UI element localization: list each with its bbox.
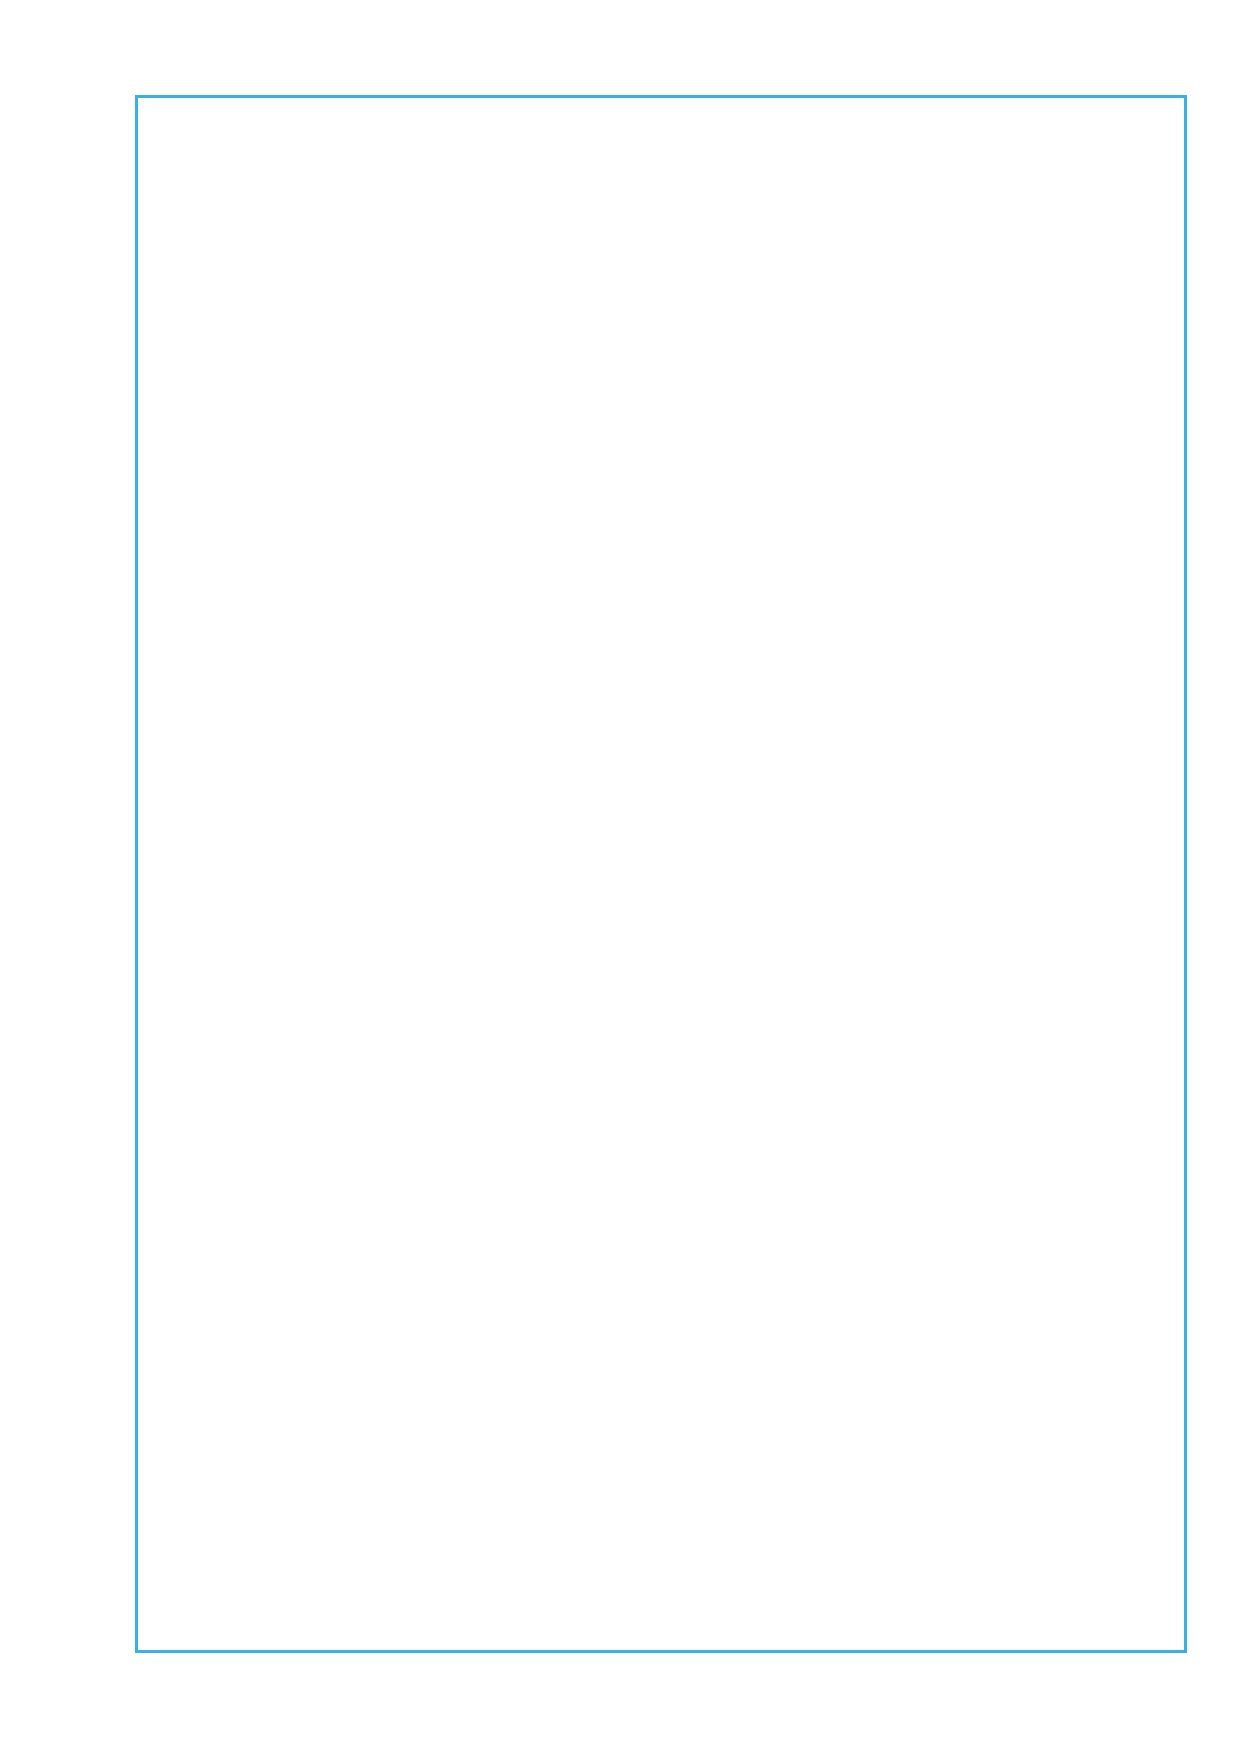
- balance-form-table: [135, 95, 1187, 1653]
- table-grid: [138, 98, 1184, 1650]
